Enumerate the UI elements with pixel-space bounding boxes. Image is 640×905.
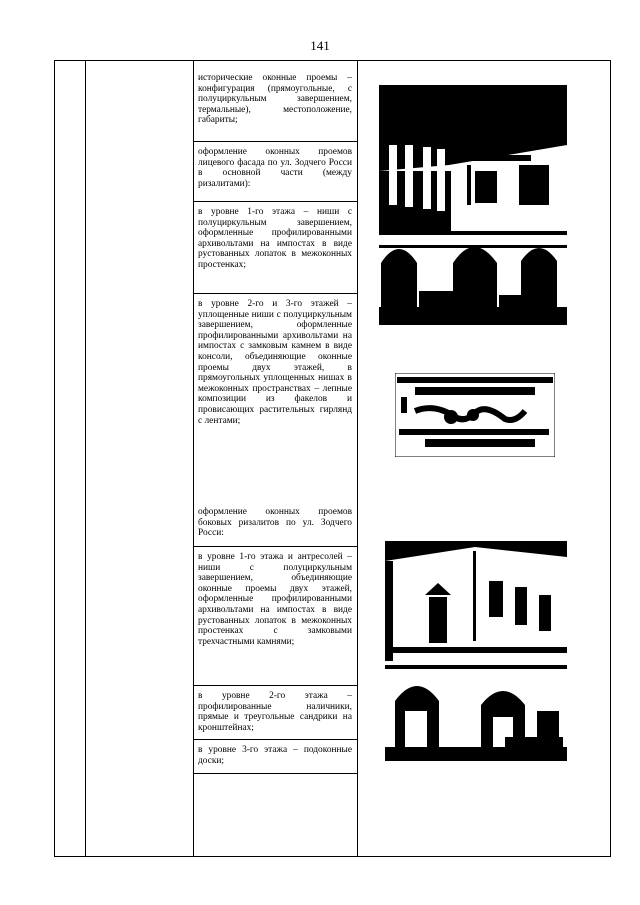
row-separator	[193, 739, 357, 740]
paragraph-risalit-third-floor: в уровне 3-го этажа – подоконные доски;	[198, 745, 352, 766]
row-separator	[193, 685, 357, 686]
facade-photo	[379, 85, 567, 325]
row-separator	[193, 201, 357, 202]
text-block	[198, 745, 352, 766]
paragraph-second-third-floor: в уровне 2-го и 3-го этажей – уплощенные ниши с полуциркульным завершением, оформленные профилированными архивольтами на импостах с замковым камнем в виде консоли, объединяющие оконные проемы двух этажей, в прямоугольных уплощенных нишах в межоконных пространствах – лепные композиции из факелов и провисающих растительных гирлянд с лентами;	[198, 299, 352, 426]
paragraph-risalit-first-floor: в уровне 1-го этажа и антресолей – ниши с полуциркульным завершением, объединяющие оконные проемы двух этажей, оформленные профилированными архивольтами на импостах в виде рустованных лопаток в межоконных простенках с замковыми трехчастными камнями;	[198, 552, 352, 647]
text-block	[198, 507, 352, 539]
paragraph-risalit-second-floor: в уровне 2-го этажа – профилированные наличники, прямые и треугольные сандрики на кронштейнах;	[198, 691, 352, 733]
text-block	[198, 299, 352, 426]
side-risalit-photo	[385, 541, 567, 761]
row-separator	[193, 141, 357, 142]
column-divider	[193, 61, 194, 856]
paragraph-main-facade: оформление оконных проемов лицевого фасада по ул. Зодчего Росси в основной части (между ризалитами):	[198, 147, 352, 189]
row-separator	[193, 773, 357, 774]
column-divider	[357, 61, 358, 856]
text-block	[198, 552, 352, 647]
column-divider	[85, 61, 86, 856]
page-number: 141	[310, 38, 330, 53]
text-block	[198, 691, 352, 733]
paragraph-historic-windows: исторические оконные проемы – конфигурация (прямоугольные, с полуциркульным завершением, термальные), местоположение, габариты;	[198, 73, 352, 126]
paragraph-side-risalits: оформление оконных проемов боковых ризалитов по ул. Зодчего Росси:	[198, 507, 352, 539]
protected-features-table	[54, 60, 611, 857]
paragraph-first-floor: в уровне 1-го этажа – ниши с полуциркульным завершением, оформленные профилированными архивольтами на импостах в виде рустованных лопаток в межоконных простенках;	[198, 207, 352, 270]
text-block	[198, 147, 352, 189]
stucco-detail-photo	[395, 373, 555, 457]
row-separator	[193, 546, 357, 547]
text-block	[198, 207, 352, 271]
text-block	[198, 73, 352, 126]
row-separator	[193, 293, 357, 294]
